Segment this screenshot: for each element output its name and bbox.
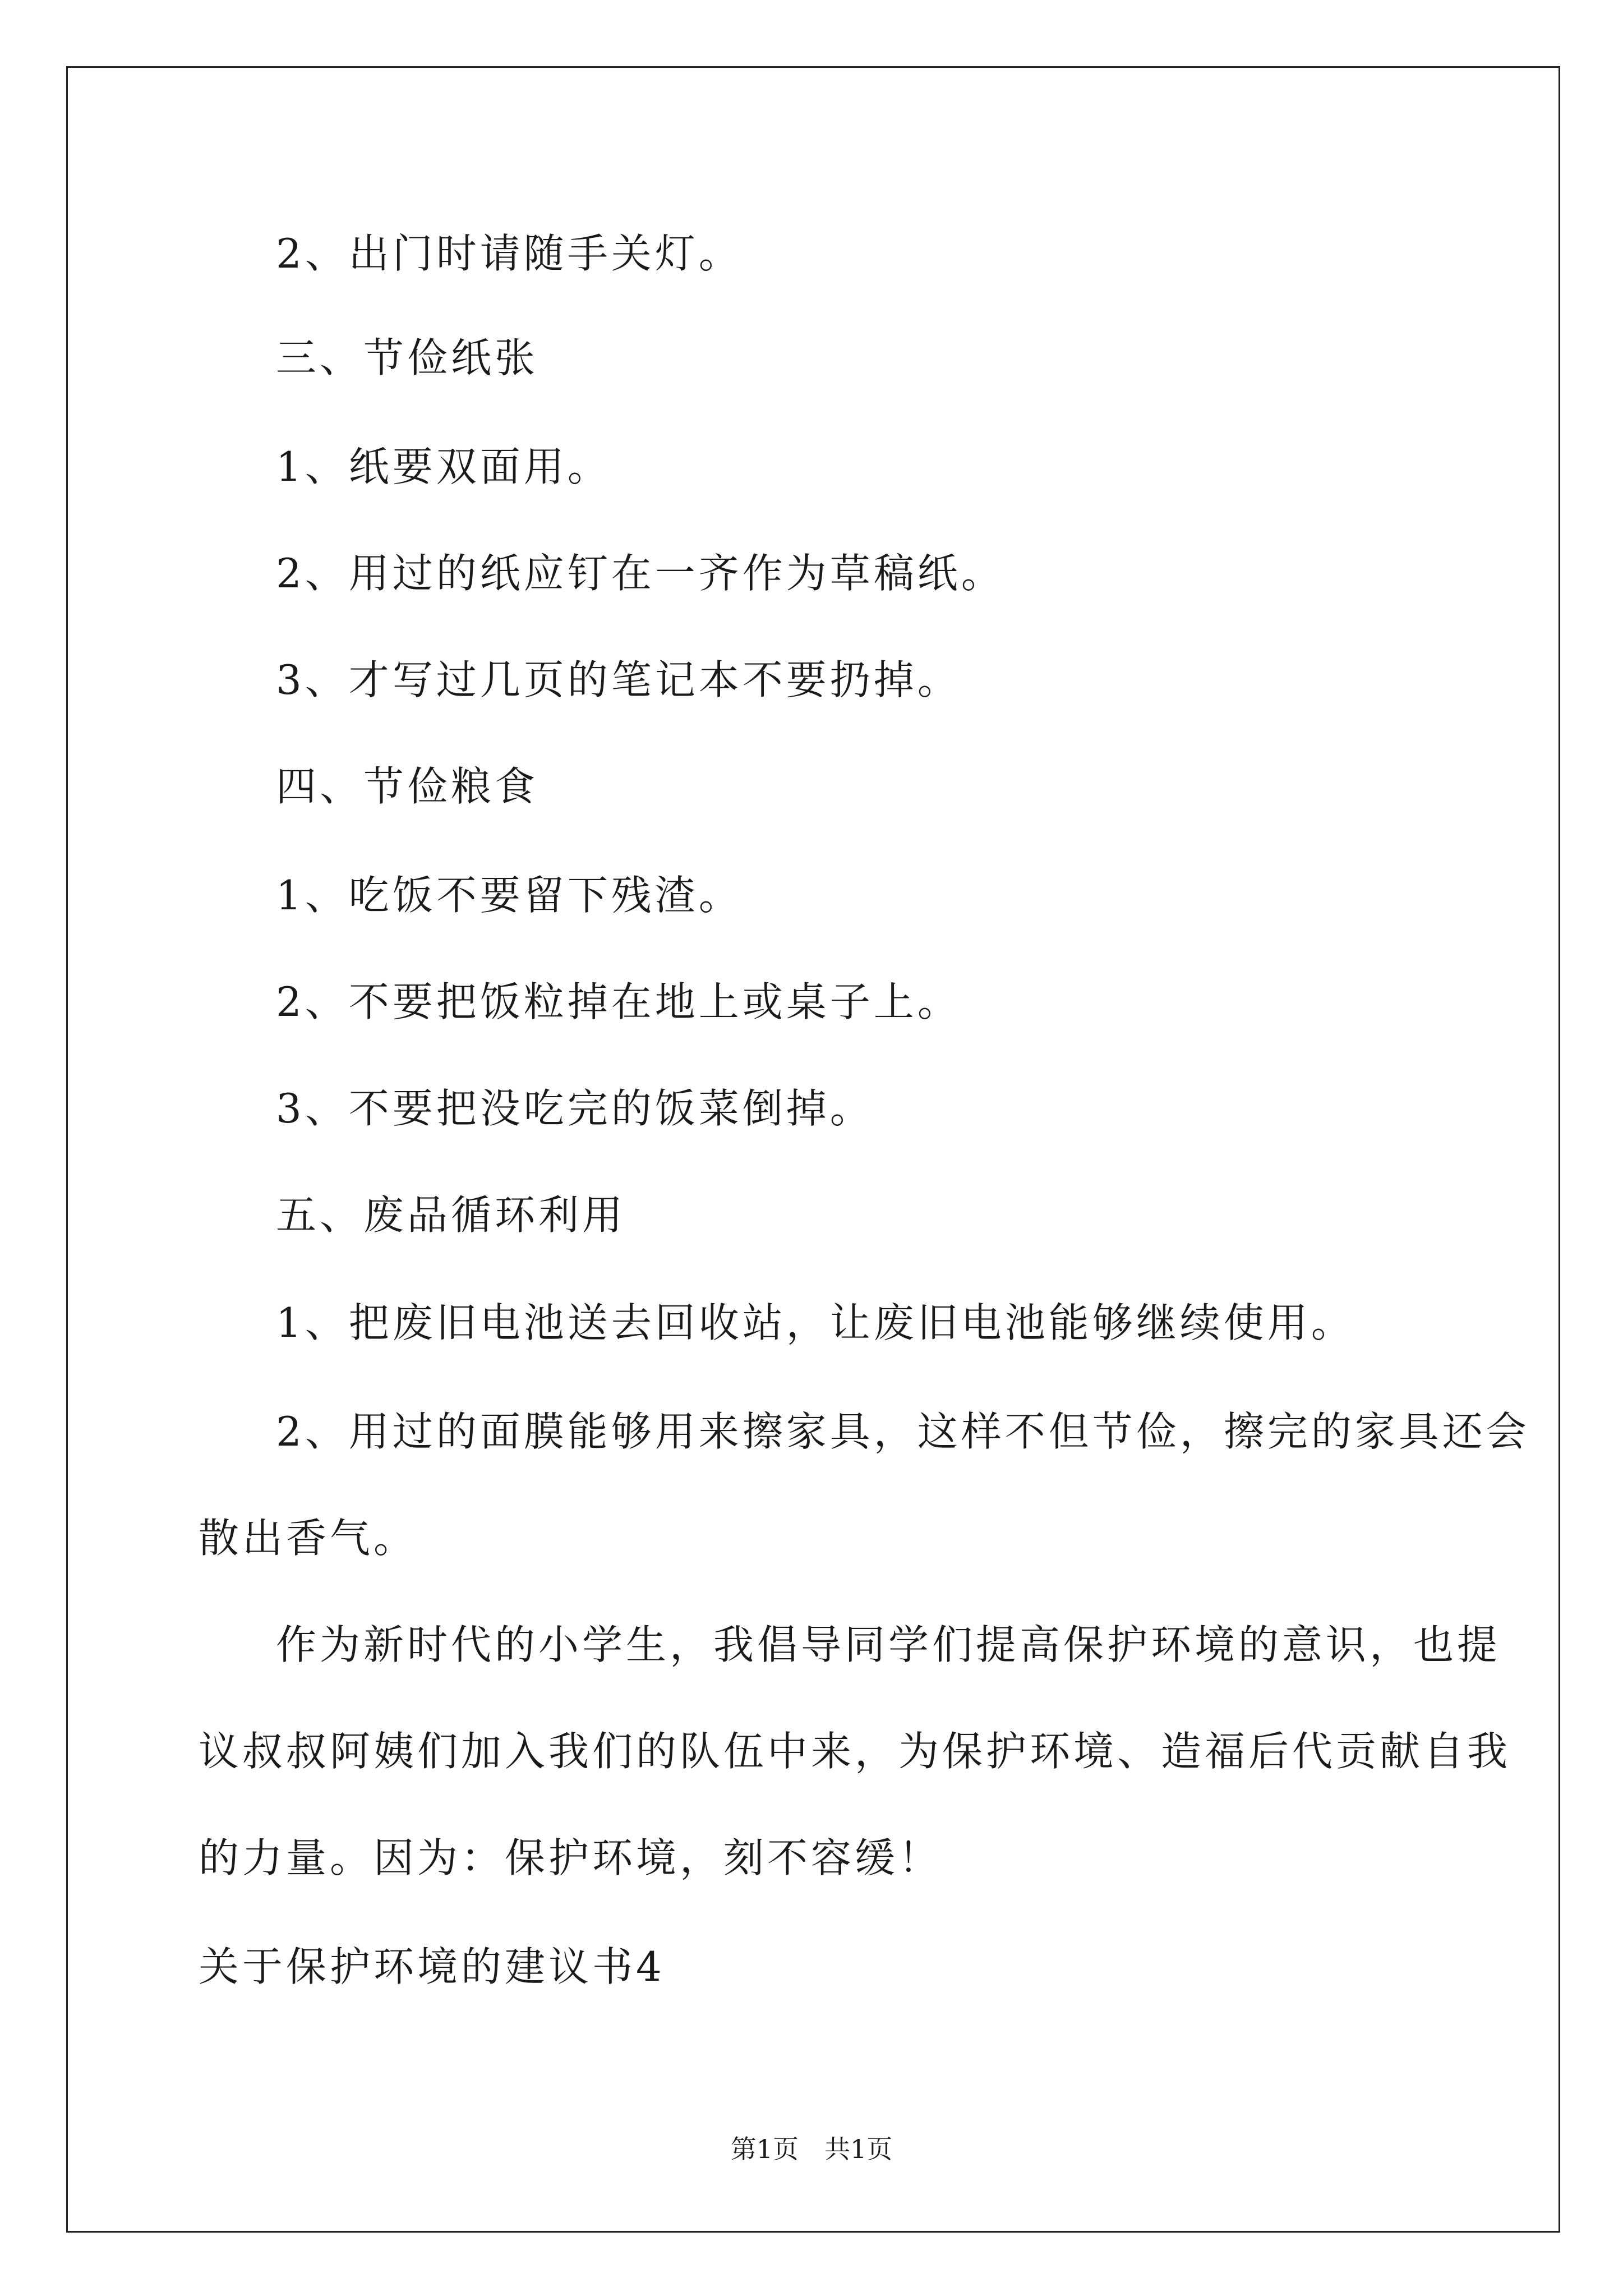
section-heading: 四、节俭粮食 — [276, 763, 539, 810]
text-line: 2、不要把饭粒掉在地上或桌子上。 — [276, 978, 961, 1025]
text-line: 1、把废旧电池送去回收站，让废旧电池能够继续使用。 — [276, 1299, 1355, 1346]
text-line: 3、不要把没吃完的饭菜倒掉。 — [276, 1085, 874, 1132]
page-total: 共1页 — [824, 2134, 893, 2164]
section-heading: 三、节俭纸张 — [276, 334, 539, 381]
text-line: 作为新时代的小学生，我倡导同学们提高保护环境的意识，也提 — [276, 1621, 1501, 1668]
text-line: 1、吃饭不要留下残渣。 — [276, 872, 743, 919]
page-number: 第1页 — [730, 2134, 799, 2164]
section-heading: 五、废品循环利用 — [276, 1191, 626, 1239]
text-line: 2、用过的面膜能够用来擦家具，这样不但节俭，擦完的家具还会 — [276, 1408, 1530, 1455]
text-line: 2、出门时请随手关灯。 — [276, 230, 743, 277]
page-footer — [0, 2136, 1623, 2162]
text-line: 的力量。因为：保护环境，刻不容缓！ — [199, 1834, 943, 1881]
text-line: 议叔叔阿姨们加入我们的队伍中来，为保护环境、造福后代贡献自我 — [199, 1728, 1511, 1775]
text-line: 1、纸要双面用。 — [276, 443, 611, 490]
document-title: 关于保护环境的建议书4 — [199, 1943, 665, 1990]
page-border — [66, 66, 1560, 2233]
text-line: 散出香气。 — [199, 1515, 418, 1562]
text-line: 2、用过的纸应钉在一齐作为草稿纸。 — [276, 550, 1005, 597]
text-line: 3、才写过几页的笔记本不要扔掉。 — [276, 656, 961, 703]
